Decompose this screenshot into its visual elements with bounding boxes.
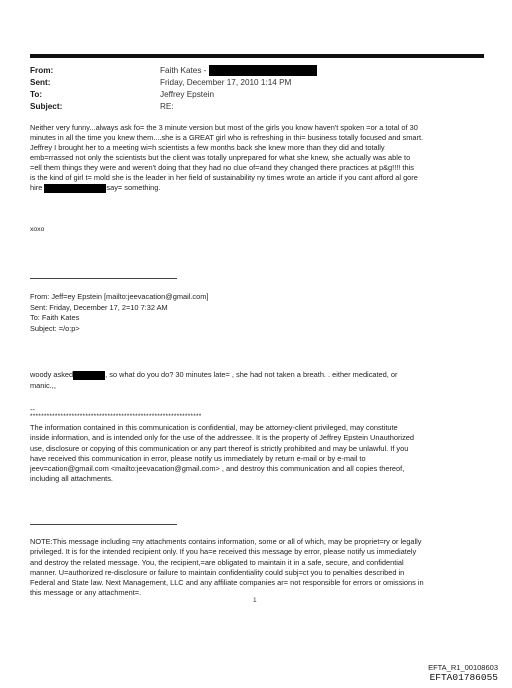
forwarded-header [30,292,488,334]
to-row [30,89,484,101]
separator-line [30,524,177,525]
message-line: minutes in all the time you knew them....she is a GREAT girl who is refreshing in thi= business totally focused and smart. [30,133,424,142]
page-number: 1 [253,597,257,604]
signature-dashes: -- [30,405,35,414]
note-line: and destroy the related message. You, the recipient,=are obligated to maintain it in a safe, secure, and confidential [30,557,404,567]
note-line: NOTE:This message including =ny attachments contains information, some or all of which, may be propriet=ry or legally [30,537,422,546]
efta-id: EFTA01786055 [429,672,498,683]
to-value: Jeffrey Epstein [160,90,215,99]
from-label: From: [30,66,54,75]
sent-value: Friday, December 17, 2010 1:14 PM [160,78,292,87]
fwd-subject: Subject: =/o:p> [30,323,80,333]
message-line: =ell them things they were and weren't doing that they had no clue of=and they changed there practices at p&g!!!! this [30,163,414,172]
redaction-box [44,184,106,193]
conf-line: The information contained in this communication is confidential, may be attorney-client privileged, may constitute [30,423,398,432]
subject-row [30,101,484,113]
subject-label: Subject: [30,102,63,111]
message-line: Neither very funny...always ask fo= the 3 minute version but most of the girls you know haven't spoken =or a total of 30 [30,123,418,132]
message-line: Jeffrey I brought her to a meeting wi=h scientists a few months back she knew more than they did and totally [30,143,385,152]
message-last-end: say= something. [106,183,161,192]
note-line: Federal and State law. Next Management, LLC and any affiliate companies ar= not responsible for errors or omissions in [30,578,424,588]
message-line: is the kind of girl t= mold she is the leader in her field of sustainability ny times wrote an article if you cant afford al gore [30,173,418,182]
fwd-body-line [30,370,488,381]
signoff: xoxo [30,226,45,233]
message-body [30,123,488,193]
conf-line: use, disclosure or copying of this communication or any part thereof is strictly prohibited and may be unlawful. If you [30,443,409,453]
note-line: manner. U=authorized re-disclosure or failure to maintain confidentiality could subj=ct you to penalties described in [30,567,405,577]
fwd-sent: Sent: Friday, December 17, 2=10 7:32 AM [30,302,168,312]
message-last-start: hire [30,183,43,192]
header-rule [30,54,484,58]
conf-line: including all attachments. [30,474,113,484]
from-row [30,65,484,77]
note-line: this message or any attachment=. [30,588,142,598]
fwd-to: To: Faith Kates [30,313,80,322]
redaction-box [209,65,317,76]
from-value [160,65,317,77]
subject-value: RE: [160,102,174,111]
legal-note [30,537,488,599]
note-line: privileged. It is for the intended recipient only. If you ha=e received this message by error, please notify us immediately [30,547,417,557]
to-label: To: [30,90,43,99]
fwd-body-line2: manic.,, [30,380,56,390]
separator-line [30,278,177,279]
fwd-body-end: , so what do you do? 30 minutes late= , she had not taken a breath. . either medicated, or [105,370,398,379]
file-id: EFTA_R1_00108603 [428,663,498,672]
conf-line: have received this communication in error, please notify us immediately by return e-mail or by e-mail to [30,453,366,463]
from-name: Faith Kates - [160,66,207,75]
sent-row [30,77,484,89]
confidentiality-notice [30,423,488,485]
conf-line: inside information, and is intended only for the use of the addressee. It is the property of Jeffrey Epstein Unauthorized [30,433,414,443]
fwd-from: From: Jeff=ey Epstein [mailto:jeevacation@gmail.com] [30,292,209,301]
email-header [30,65,484,113]
sent-label: Sent: [30,78,51,87]
message-line: emb=rrassed not only the scientists but the client was totally unprepared for what she knew, she actually was able to [30,153,411,162]
fwd-body-start: woody asked [30,370,74,379]
asterisk-divider: ************************************************************** [30,413,202,420]
message-line-last [30,183,488,193]
redaction-box [73,371,105,380]
forwarded-body [30,370,488,391]
conf-line: jeev=cation@gmail.com <mailto:jeevacation@gmail.com> , and destroy this communication and all copies thereof, [30,464,405,474]
